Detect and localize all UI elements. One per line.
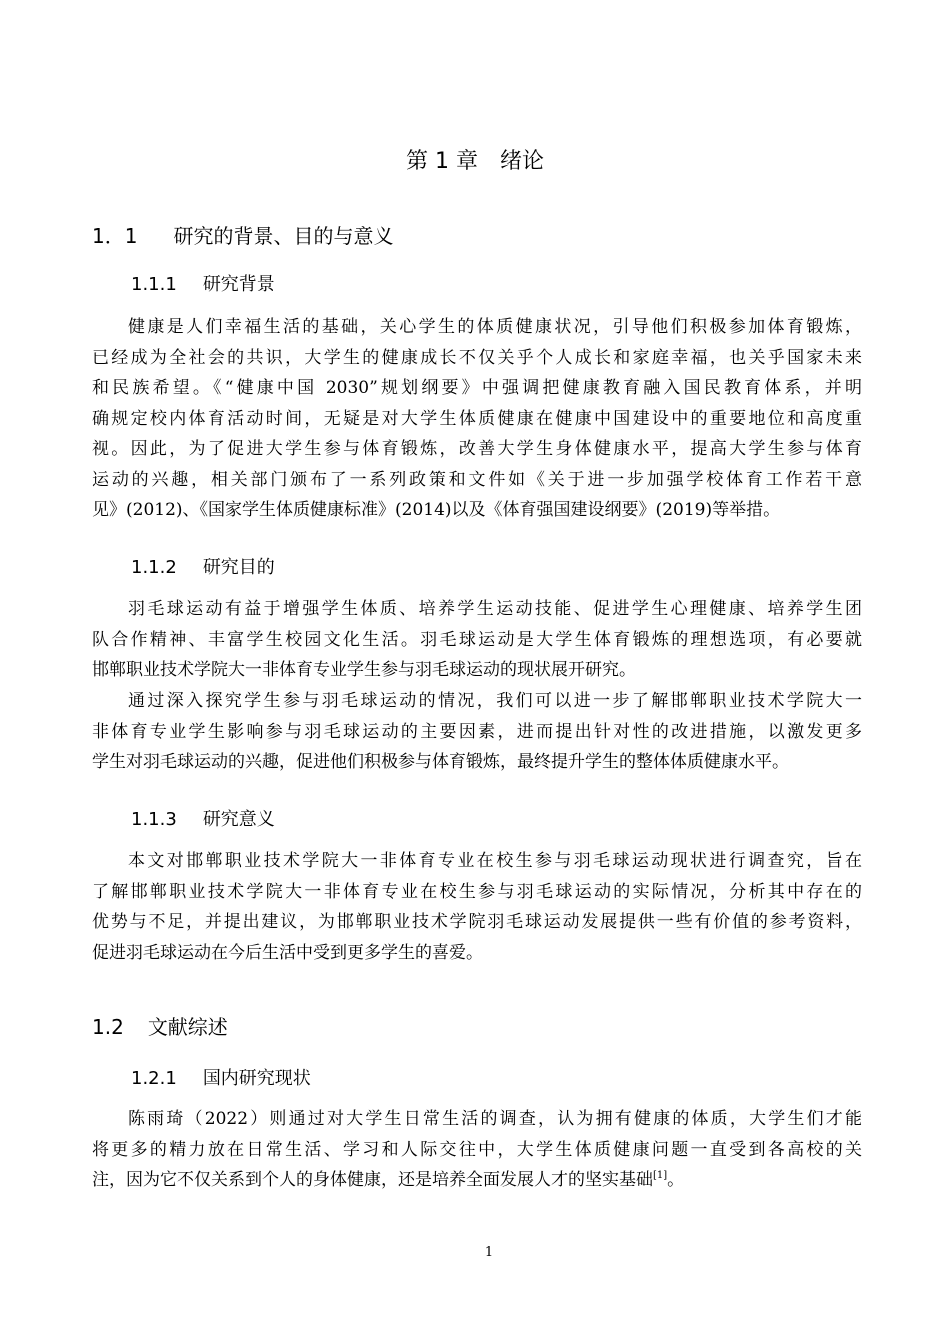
text-line: 优势与不足，并提出建议，为邯郸职业技术学院羽毛球运动发展提供一些有价值的参考资料， [92,912,862,932]
text-line: 非体育专业学生影响参与羽毛球运动的主要因素，进而提出针对性的改进措施，以激发更多 [92,721,862,742]
text-line-with-citation [92,1165,862,1196]
subsection-number: 1.2.1 [131,1068,177,1089]
paragraph-research-purpose-1 [92,594,862,686]
page-number: 1 [484,1245,494,1260]
subsection-title: 研究背景 [202,274,275,295]
text-line: 通过深入探究学生参与羽毛球运动的情况，我们可以进一步了解邯郸职业技术学院大一 [128,691,862,711]
subsection-number: 1.1.1 [131,274,177,295]
paragraph-research-background [92,312,862,526]
subsection-heading-1-1-1 [131,272,275,298]
text-segment: 。 [667,1170,685,1190]
text-line: 了解邯郸职业技术学院大一非体育专业在校生参与羽毛球运动的实际情况，分析其中存在的 [92,881,862,902]
text-line: 队合作精神、丰富学生校园文化生活。羽毛球运动是大学生体育锻炼的理想选项，有必要就 [92,629,862,650]
subsection-title: 研究目的 [202,557,275,578]
text-line: 陈雨琦（2022）则通过对大学生日常生活的调查，认为拥有健康的体质，大学生们才能 [128,1109,862,1129]
text-line: 见》(2012)、《国家学生体质健康标准》(2014)以及《体育强国建设纲要》(2019)等举措。 [92,500,781,520]
paragraph-research-significance [92,846,862,968]
text-line: 羽毛球运动有益于增强学生体质、培养学生运动技能、促进学生心理健康、培养学生团 [128,599,862,619]
section-number: 1．1 [92,224,138,248]
text-line: 健康是人们幸福生活的基础，关心学生的体质健康状况，引导他们积极参加体育锻炼， [128,317,862,337]
section-title: 研究的背景、目的与意义 [173,224,394,248]
text-line: 学生对羽毛球运动的兴趣，促进他们积极参与体育锻炼，最终提升学生的整体体质健康水平。 [92,752,789,772]
subsection-title: 国内研究现状 [202,1068,311,1089]
subsection-number: 1.1.2 [131,557,177,578]
section-heading-1-2 [92,1013,228,1041]
subsection-heading-1-1-3 [131,807,275,833]
paragraph-domestic-research [92,1104,862,1196]
text-line: 和民族希望。《“健康中国 2030”规划纲要》中强调把健康教育融入国民教育体系，并明 [92,378,862,398]
section-title: 文献综述 [147,1015,228,1039]
chapter-title: 第 1 章 绪论 [406,149,544,174]
text-line: 邯郸职业技术学院大一非体育专业学生参与羽毛球运动的现状展开研究。 [92,660,636,680]
section-heading-1-1 [92,222,393,250]
paragraph-research-purpose-2 [92,686,862,778]
text-line: 促进羽毛球运动在今后生活中受到更多学生的喜爱。 [92,942,483,963]
citation-reference[interactable]: [1] [653,1170,668,1181]
text-line: 运动的兴趣，相关部门颁布了一系列政策和文件如《关于进一步加强学校体育工作若干意 [92,469,862,490]
text-line: 确规定校内体育活动时间，无疑是对大学生体质健康在健康中国建设中的重要地位和高度重 [92,408,862,429]
subsection-heading-1-1-2 [131,555,275,581]
section-number: 1.2 [92,1015,124,1039]
subsection-heading-1-2-1 [131,1066,311,1092]
text-segment: 注，因为它不仅关系到个人的身体健康，还是培养全面发展人才的坚实基础 [92,1170,653,1190]
text-line: 将更多的精力放在日常生活、学习和人际交往中，大学生体质健康问题一直受到各高校的关 [92,1139,862,1160]
text-line: 已经成为全社会的共识，大学生的健康成长不仅关乎个人成长和家庭幸福，也关乎国家未来 [92,347,862,368]
subsection-title: 研究意义 [202,809,275,830]
text-line: 视。因此，为了促进大学生参与体育锻炼，改善大学生身体健康水平，提高大学生参与体育 [92,439,862,459]
subsection-number: 1.1.3 [131,809,177,830]
text-line: 本文对邯郸职业技术学院大一非体育专业在校生参与羽毛球运动现状进行调查究，旨在 [128,851,862,871]
